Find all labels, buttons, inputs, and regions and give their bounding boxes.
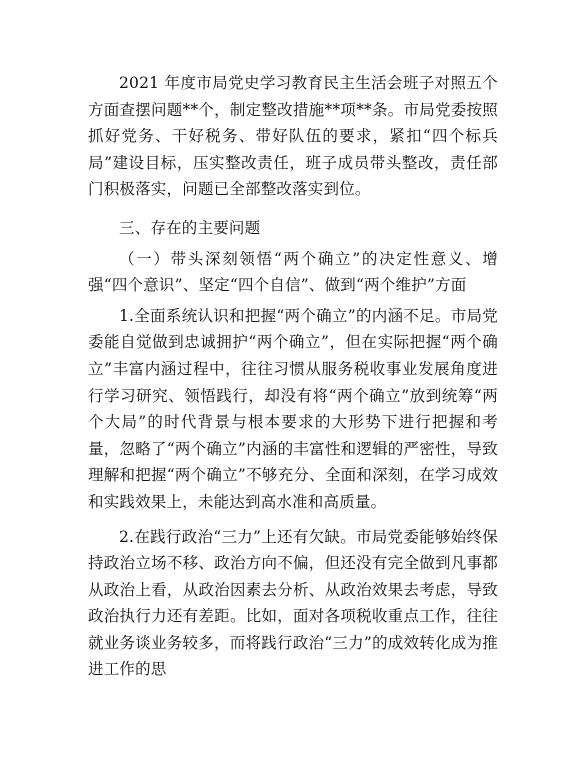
document-body [88,70,498,683]
subsection-heading: （一）带头深刻领悟“两个确立”的决定性意义、增强“四个意识”、坚定“四个自信”、做到“两个维护”方面 [88,249,498,295]
issue-paragraph-1: 1.全面系统认识和把握“两个确立”的内涵不足。市局党委能自觉做到忠诚拥护“两个确立”，但在实际把握“两个确立”丰富内涵过程中，往往习惯从服务税收事业发展角度进行学习研究、领悟践行，却没有将“两个确立”放到统筹“两个大局”的时代背景与根本要求的大形势下进行把握和考量，忽略了“两个确立”内涵的丰富性和逻辑的严密性，导致理解和把握“两个确立”不够充分、全面和深刻，在学习成效和实践效果上，未能达到高水准和高质量。 [88,306,498,511]
paragraph-spacer [88,203,498,211]
section-heading: 三、存在的主要问题 [119,218,261,237]
paragraph-spacer [88,516,498,524]
intro-paragraph: 2021 年度市局党史学习教育民主生活会班子对照五个方面查摆问题**个，制定整改措施**项**条。市局党委按照抓好党务、干好税务、带好队伍的要求，紧扣“四个标兵局”建设目标，压实整改责任，班子成员带头整改，责任部门积极落实，问题已全部整改落实到位。 [88,74,498,199]
issue-paragraph-2: 2.在践行政治“三力”上还有欠缺。市局党委能够始终保持政治立场不移、政治方向不偏，但还没有完全做到凡事都从政治上看，从政治因素去分析、从政治效果去考虑，导致政治执行力还有差距。比如，面对各项税收重点工作，往往就业务谈业务较多，而将践行政治“三力”的成效转化成为推进工作的思 [88,527,498,679]
